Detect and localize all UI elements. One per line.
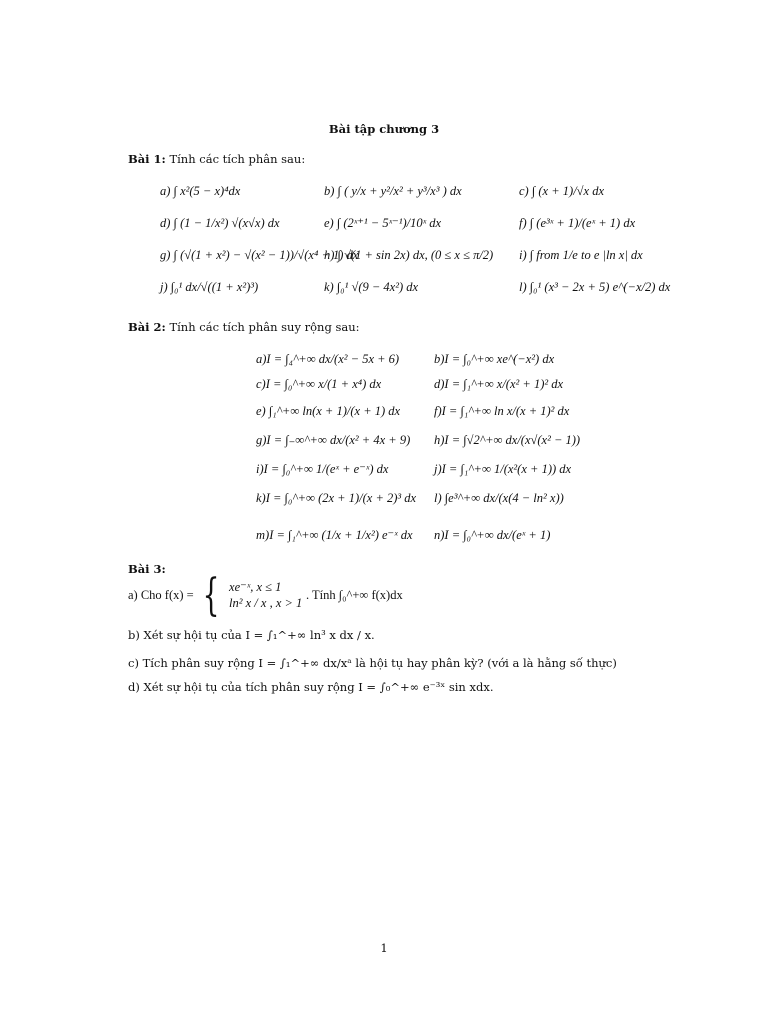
bai1-item-f: f) ∫ (e³ˣ + 1)/(eˣ + 1) dx [519, 216, 636, 230]
bai3-b: b) Xét sự hội tụ của I = ∫₁^+∞ ln³ x dx / x. [128, 628, 375, 642]
bai1-item-j: j) ∫₀¹ dx/√((1 + x²)³) [160, 280, 259, 294]
bai3-c: c) Tích phân suy rộng I = ∫₁^+∞ dx/xᵃ là hội tụ hay phân kỳ? (với a là hằng số thực) [128, 656, 617, 670]
bai2-item-e: e) ∫₁^+∞ ln(x + 1)/(x + 1) dx [256, 404, 401, 418]
bai2-item-j: j)I = ∫₁^+∞ 1/(x²(x + 1)) dx [434, 462, 572, 476]
bai1-item-a: a) ∫ x²(5 − x)⁴dx [160, 184, 241, 198]
bai1-item-l: l) ∫₀¹ (x³ − 2x + 5) e^(−x/2) dx [519, 280, 671, 294]
bai1-item-d: d) ∫ (1 − 1/x²) √(x√x) dx [160, 216, 280, 230]
bai1-item-b: b) ∫ ( y/x + y²/x² + y³/x³ ) dx [324, 184, 462, 198]
bai2-item-k: k)I = ∫₀^+∞ (2x + 1)/(x + 2)³ dx [256, 491, 417, 505]
bai2-item-c: c)I = ∫₀^+∞ x/(1 + x⁴) dx [256, 377, 382, 391]
page-title: Bài tập chương 3 [328, 122, 440, 136]
bai1-text: Tính các tích phân sau: [169, 152, 306, 166]
bai2-item-b: b)I = ∫₀^+∞ xe^(−x²) dx [434, 352, 555, 366]
bai3-a-suffix: . Tính ∫₀^+∞ f(x)dx [305, 588, 403, 602]
bai2-item-a: a)I = ∫₄^+∞ dx/(x² − 5x + 6) [256, 352, 400, 366]
bai3-a-prefix: a) Cho f(x) = [128, 588, 194, 602]
piecewise-cases [229, 580, 302, 611]
bai1-item-i: i) ∫ from 1/e to e |ln x| dx [519, 248, 643, 262]
bai2-item-n: n)I = ∫₀^+∞ dx/(eˣ + 1) [434, 528, 551, 542]
bai2-item-d: d)I = ∫₁^+∞ x/(x² + 1)² dx [434, 377, 564, 391]
bai1-item-g: g) ∫ (√(1 + x²) − √(x² − 1))/√(x⁴ − 1) dx [160, 248, 359, 262]
bai2-item-h: h)I = ∫√2^+∞ dx/(x√(x² − 1)) [434, 433, 581, 447]
bai3-a-case2: ln² x / x , x > 1 [229, 596, 303, 610]
bai2-label: Bài 2: [128, 320, 166, 334]
bai1-item-h: h) ∫ √(1 + sin 2x) dx, (0 ≤ x ≤ π/2) [324, 248, 494, 262]
bai3-d: d) Xét sự hội tụ của tích phân suy rộng I = ∫₀^+∞ e⁻³ˣ sin xdx. [128, 680, 494, 694]
bai2-item-i: i)I = ∫₀^+∞ 1/(eˣ + e⁻ˣ) dx [256, 462, 389, 476]
bai2-text: Tính các tích phân suy rộng sau: [169, 320, 360, 334]
bai2-item-l: l) ∫e³^+∞ dx/(x(4 − ln² x)) [434, 491, 564, 505]
bai3-a [128, 570, 403, 621]
bai2-item-f: f)I = ∫₁^+∞ ln x/(x + 1)² dx [434, 404, 570, 418]
bai3-a-case1: xe⁻ˣ, x ≤ 1 [229, 580, 282, 595]
page-number: 1 [380, 941, 388, 955]
bai1-label: Bài 1: [128, 152, 166, 166]
bai3-label: Bài 3: [128, 562, 166, 576]
bai2-heading [128, 320, 360, 334]
bai2-item-m: m)I = ∫₁^+∞ (1/x + 1/x²) e⁻ˣ dx [256, 528, 413, 542]
bai1-heading [128, 152, 305, 166]
bai1-item-k: k) ∫₀¹ √(9 − 4x²) dx [324, 280, 419, 294]
bai1-item-c: c) ∫ (x + 1)/√x dx [519, 184, 604, 198]
bai1-item-e: e) ∫ (2ˣ⁺¹ − 5ˣ⁻¹)/10ˣ dx [324, 216, 442, 230]
bai2-item-g: g)I = ∫₋∞^+∞ dx/(x² + 4x + 9) [256, 433, 411, 447]
brace-icon: { [202, 570, 220, 621]
